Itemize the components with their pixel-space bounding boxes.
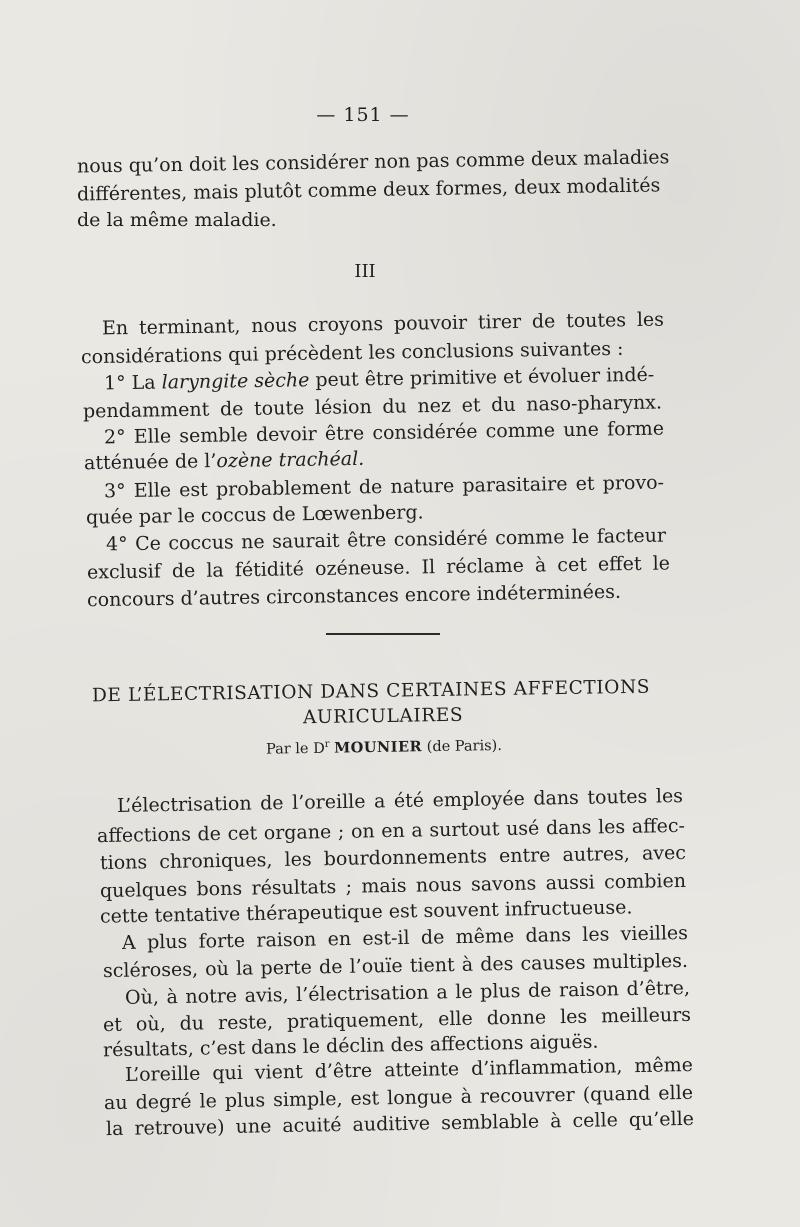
text-line: tions chroniques, les bourdonnements entre autres, avec [99, 841, 687, 875]
text-span: atténuée de l’ [83, 450, 217, 475]
author-byline [266, 736, 502, 758]
text-line: concours d’autres circonstances encore indéterminées. [86, 580, 622, 612]
text-line: différentes, mais plutôt comme deux formes, deux modalités [76, 174, 661, 206]
text-line: L’oreille qui vient d’être atteinte d’inflammation, même [124, 1054, 694, 1086]
author-name: MOUNIER [334, 738, 423, 757]
text-line: cette tentative thérapeutique est souvent infructueuse. [99, 896, 633, 928]
italic-term: laryngite sèche [161, 369, 310, 394]
text-line: résultats, c’est dans le déclin des affections aiguës. [102, 1030, 599, 1062]
text-line: L’électrisation de l’oreille a été employée dans toutes les [116, 785, 684, 817]
byline-prefix: Par le D [265, 740, 325, 758]
text-line: quelques bons résultats ; mais nous savons aussi combien [99, 869, 687, 903]
text-line: Où, à notre avis, l’électrisation a le plus de raison d’être, [124, 977, 691, 1009]
conclusion-item-2: 2° Elle semble devoir être considérée comme une forme [103, 417, 665, 449]
italic-term: ozène trachéal. [216, 447, 365, 473]
section-number: III [354, 261, 376, 282]
text-line: la retrouve) une acuité auditive semblable à celle qu’elle [105, 1107, 695, 1141]
conclusion-item-3: 3° Elle est probablement de nature parasitaire et provo- [103, 471, 665, 503]
text-line: nous qu’on doit les considérer non pas comme deux maladies [76, 146, 670, 178]
text-line: et où, du reste, pratiquement, elle donne les meilleurs [102, 1003, 692, 1037]
byline-sup: r [324, 738, 330, 750]
text-span: peut être primitive et évoluer indé- [309, 363, 655, 392]
article-title-line-1: DE L’ÉLECTRISATION DANS CERTAINES AFFECTIONS [91, 676, 651, 707]
text-line: considérations qui précèdent les conclusions suivantes : [80, 337, 624, 369]
text-span: 1° La [103, 371, 162, 395]
text-line: exclusif de la fétidité ozéneuse. Il réclame à cet effet le [86, 552, 671, 584]
text-line: pendamment de toute lésion du nez et du naso-pharynx. [82, 391, 663, 423]
text-line: A plus forte raison en est-il de même dans les vieilles [121, 922, 689, 954]
section-divider [326, 633, 440, 635]
text-line: affections de cet organe ; on en a surtout usé dans les affec- [96, 814, 686, 848]
byline-suffix: (de Paris). [421, 737, 503, 756]
text-line: En terminant, nous croyons pouvoir tirer de toutes les [101, 308, 665, 340]
text-line: quée par le coccus de Lœwenberg. [85, 501, 424, 529]
page-number: — 151 — [316, 104, 410, 126]
text-line: de la même maladie. [77, 209, 277, 231]
text-line: au degré le plus simple, est longue à recouvrer (quand elle [103, 1081, 694, 1115]
text-line [84, 447, 365, 475]
conclusion-item-4: 4° Ce coccus ne saurait être considéré comme le facteur [105, 524, 667, 556]
article-title-line-2: AURICULAIRES [302, 704, 464, 729]
text-line: scléroses, où la perte de l’ouïe tient à des causes multiples. [102, 949, 689, 983]
